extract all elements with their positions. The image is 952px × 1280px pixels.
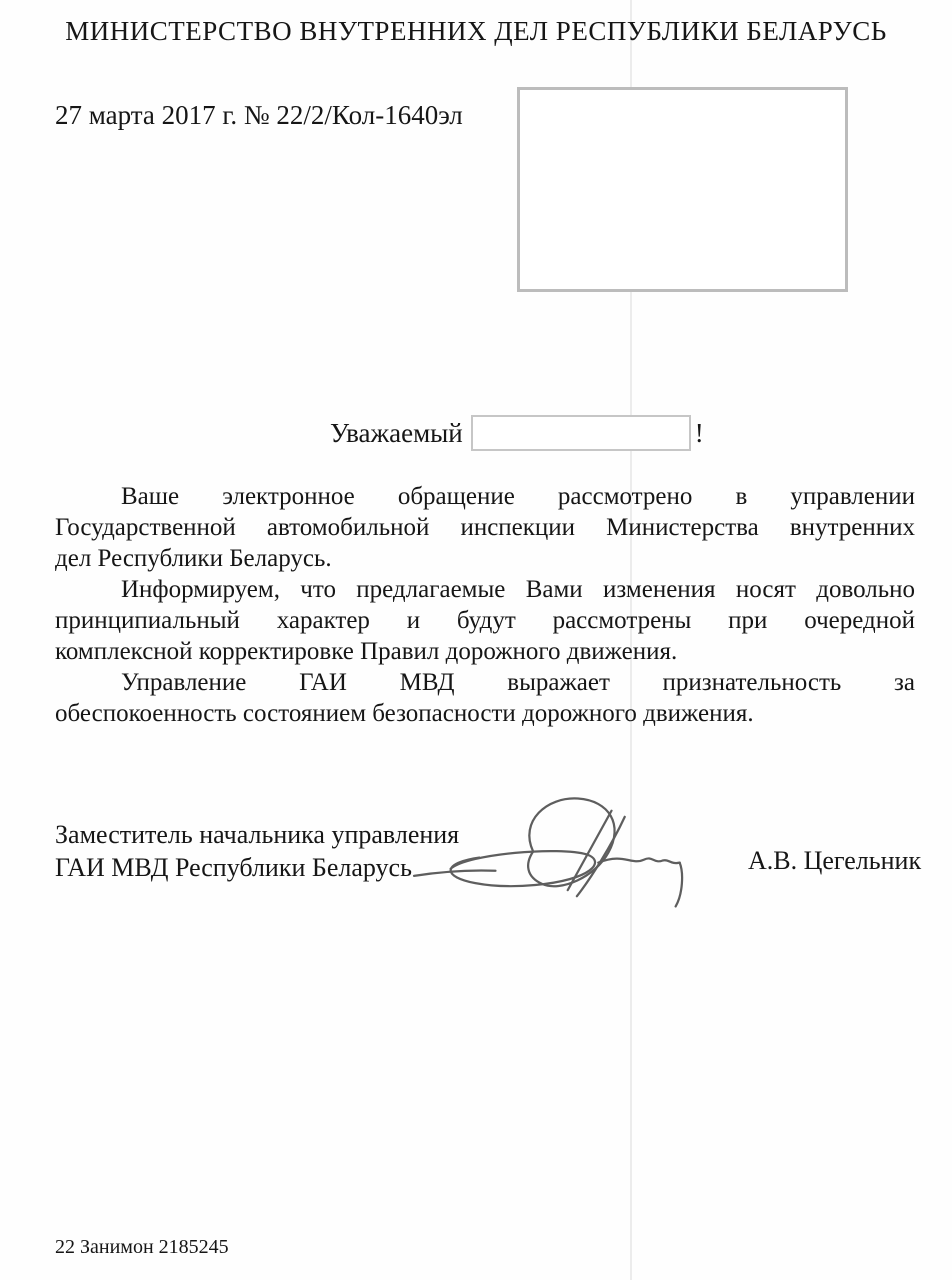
recipient-name-redaction-box (471, 415, 691, 451)
letter-body (55, 481, 915, 729)
signatory-title (55, 818, 459, 884)
letterhead-title: МИНИСТЕРСТВО ВНУТРЕННИХ ДЕЛ РЕСПУБЛИКИ БЕЛАРУСЬ (65, 16, 887, 46)
signatory-title-line-2: ГАИ МВД Республики Беларусь (55, 853, 412, 882)
body-line: дел Республики Беларусь. (55, 545, 332, 572)
body-line: обеспокоенность состоянием безопасности дорожного движения. (55, 700, 754, 727)
body-line: Управление ГАИ МВД выражает признательность за (121, 669, 915, 696)
date-reference-line: 27 марта 2017 г. № 22/2/Кол-1640эл (55, 100, 463, 130)
salutation-prefix: Уважаемый (330, 417, 463, 448)
salutation-exclamation: ! (694, 417, 704, 448)
handwritten-signature-ink (412, 790, 697, 918)
body-line: Информируем, что предлагаемые Вами изменения носят довольно (121, 576, 915, 603)
recipient-address-redaction-box (517, 87, 848, 292)
body-line: Ваше электронное обращение рассмотрено в управлении (121, 483, 915, 510)
body-line: комплексной корректировке Правил дорожного движения. (55, 638, 678, 665)
footer-registration-number: 22 Занимон 2185245 (55, 1236, 229, 1258)
body-line: Государственной автомобильной инспекции Министерства внутренних (55, 514, 915, 541)
body-line: принципиальный характер и будут рассмотрены при очередной (55, 607, 915, 634)
signatory-title-line-1: Заместитель начальника управления (55, 820, 460, 849)
salutation-line (330, 415, 704, 451)
signatory-name: А.В. Цегельник (748, 846, 922, 875)
